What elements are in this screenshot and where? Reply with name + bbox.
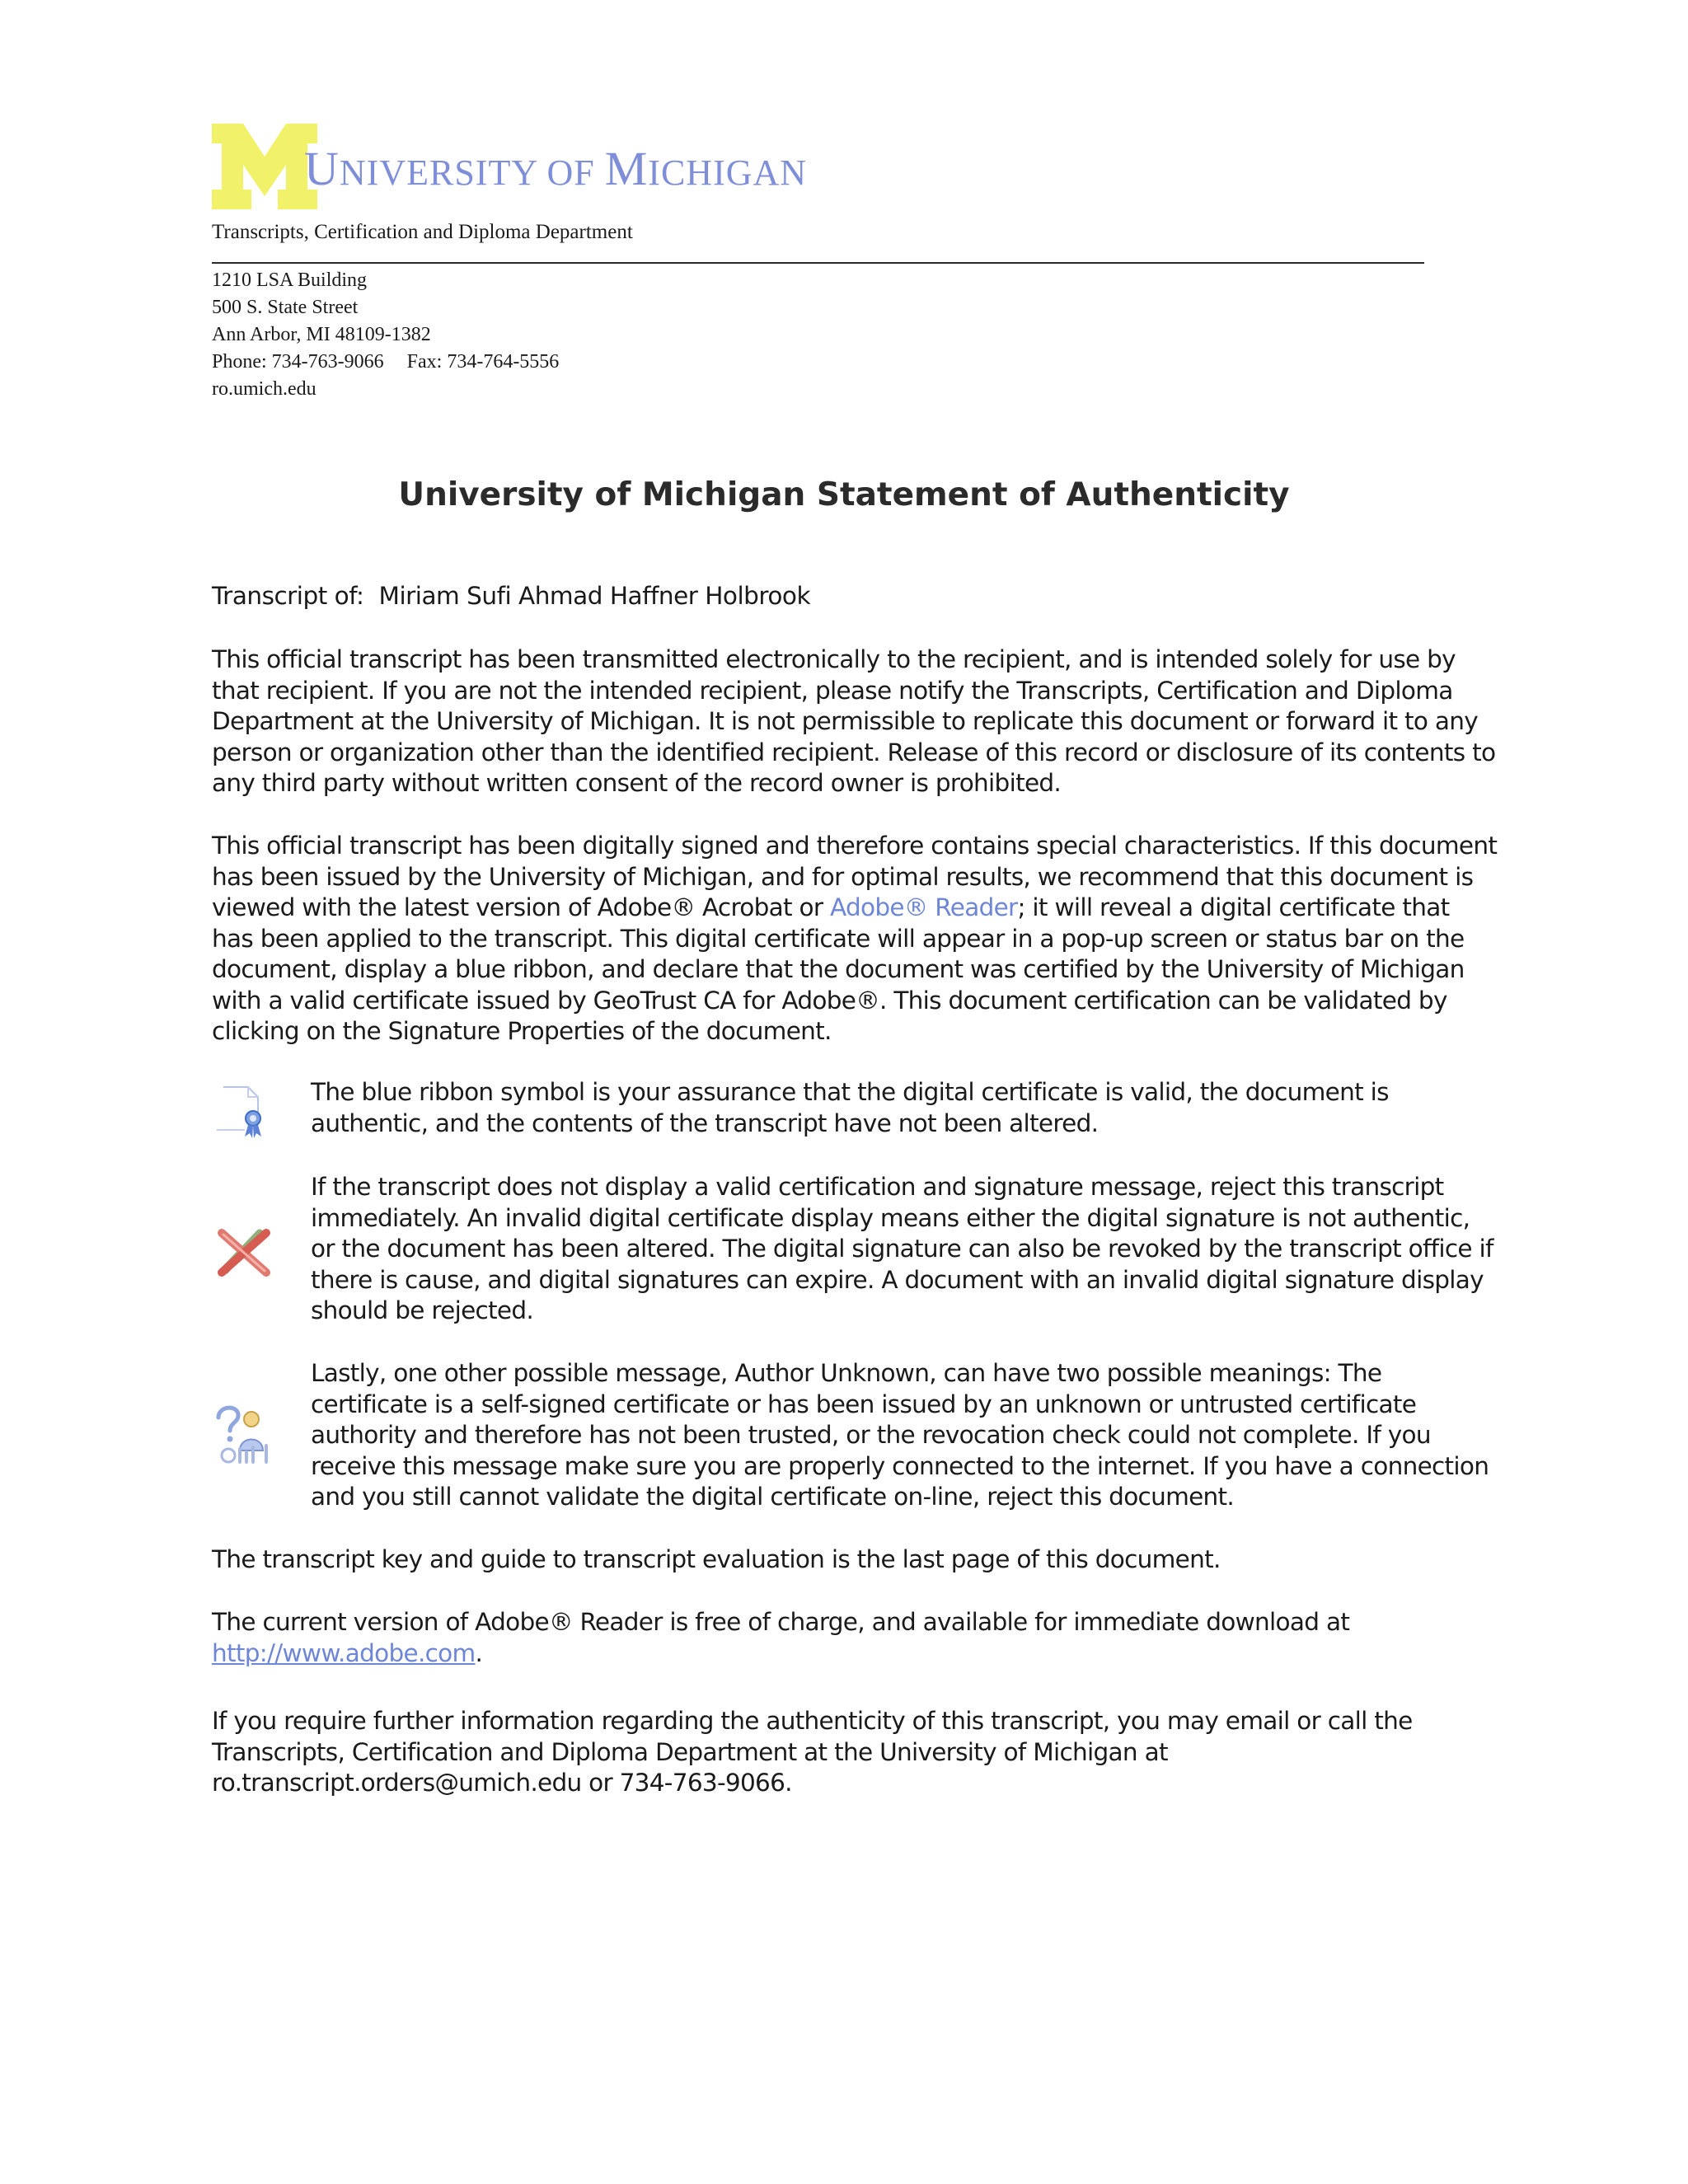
university-name — [304, 142, 808, 195]
page-title: University of Michigan Statement of Authenticity — [398, 476, 1290, 513]
author-unknown-icon — [212, 1398, 278, 1467]
university-name-m: M — [604, 142, 649, 195]
ribbon-text: The blue ribbon symbol is your assurance that the digital certificate is valid, the document is authentic, and the contents of the transcript have not been altered. — [311, 1078, 1389, 1137]
paragraph-text: ; it will reveal a digital certificate that has been applied to the transcript. This digital certificate will appear in a pop-up screen or status bar on the document, display a blue ribbon, and declare that the document was certified by the University of Michigan with a valid certificate issued by GeoTrust CA for Adobe®. This document certification can be validated by clicking on the Signature Properties of the document. — [212, 893, 1465, 1045]
adobe-reader-link[interactable]: Adobe® Reader — [829, 893, 1018, 921]
address-line: 500 S. State Street — [212, 297, 359, 318]
transcript-of-line — [212, 582, 810, 610]
blue-ribbon-icon — [212, 1079, 278, 1145]
website: ro.umich.edu — [212, 378, 316, 400]
address-block — [212, 267, 559, 403]
university-name-part2: ICHIGAN — [648, 152, 808, 193]
author-unknown-text: Lastly, one other possible message, Author Unknown, can have two possible meanings: The certificate is a self-signed certificate or has been issued by an unknown or untrusted certificate authority and therefore has not been trusted, or the revocation check could not complete. If you receive this message make sure you are properly connected to the internet. If you have a connection and you still cannot validate the digital certificate on-line, reject this document. — [311, 1359, 1489, 1511]
invalid-signature-text: If the transcript does not display a valid certification and signature message, reject this transcript immediately. An invalid digital certificate display means either the digital signature is not authentic, or the document has been altered. The digital signature can also be revoked by the transcript office if there is cause, and digital signatures can expire. A document with an invalid digital signature display should be rejected. — [311, 1173, 1493, 1324]
paragraph-transcript-key: The transcript key and guide to transcript evaluation is the last page of this document. — [212, 1545, 1221, 1573]
university-logo — [212, 124, 1036, 214]
paragraph-recipient-notice: This official transcript has been transmitted electronically to the recipient, and is intended solely for use by that recipient. If you are not the intended recipient, please notify the Transcripts, Certification and Diploma Department at the University of Michigan. It is not permissible to replicate this document or forward it to any person or organization other than the identified recipient. Release of this record or disclosure of its contents to any third party without written consent of the record owner is prohibited. — [212, 645, 1496, 797]
address-line: Ann Arbor, MI 48109-1382 — [212, 324, 431, 345]
paragraph-text: The current version of Adobe® Reader is free of charge, and available for immediate download at — [212, 1608, 1350, 1636]
contact-line — [212, 349, 559, 376]
fax-number: Fax: 734-764-5556 — [406, 351, 560, 373]
adobe-download-link[interactable]: http://www.adobe.com — [212, 1638, 476, 1667]
paragraph-contact-info: If you require further information regarding the authenticity of this transcript, you may email or call the Transcripts, Certification and Diploma Department at the University of Michigan at ro.transcript.orders@umich.edu or 734-763-9066. — [212, 1707, 1413, 1797]
department-name: Transcripts, Certification and Diploma Department — [212, 221, 633, 243]
address-line: 1210 LSA Building — [212, 269, 368, 291]
university-name-u: U — [304, 142, 340, 195]
paragraph-digital-signature — [212, 831, 1498, 1047]
paragraph-adobe-reader — [212, 1607, 1498, 1669]
university-name-part1: NIVERSITY OF — [339, 152, 605, 193]
paragraph-text: . — [475, 1638, 483, 1667]
phone-number: Phone: 734-763-9066 — [212, 351, 384, 373]
transcript-of-label: Transcript of: — [212, 582, 364, 610]
block-m-logo-icon — [212, 124, 317, 209]
header-divider — [212, 262, 1424, 264]
invalid-signature-icon — [212, 1218, 278, 1284]
paragraph-text: This official transcript has been digitally signed and therefore contains special characteristics. If this document has been issued by the University of Michigan, and for optimal results, we recommend that this document is viewed with the latest version of Adobe® Acrobat or — [212, 832, 1498, 921]
student-name: Miriam Sufi Ahmad Haffner Holbrook — [378, 582, 811, 610]
